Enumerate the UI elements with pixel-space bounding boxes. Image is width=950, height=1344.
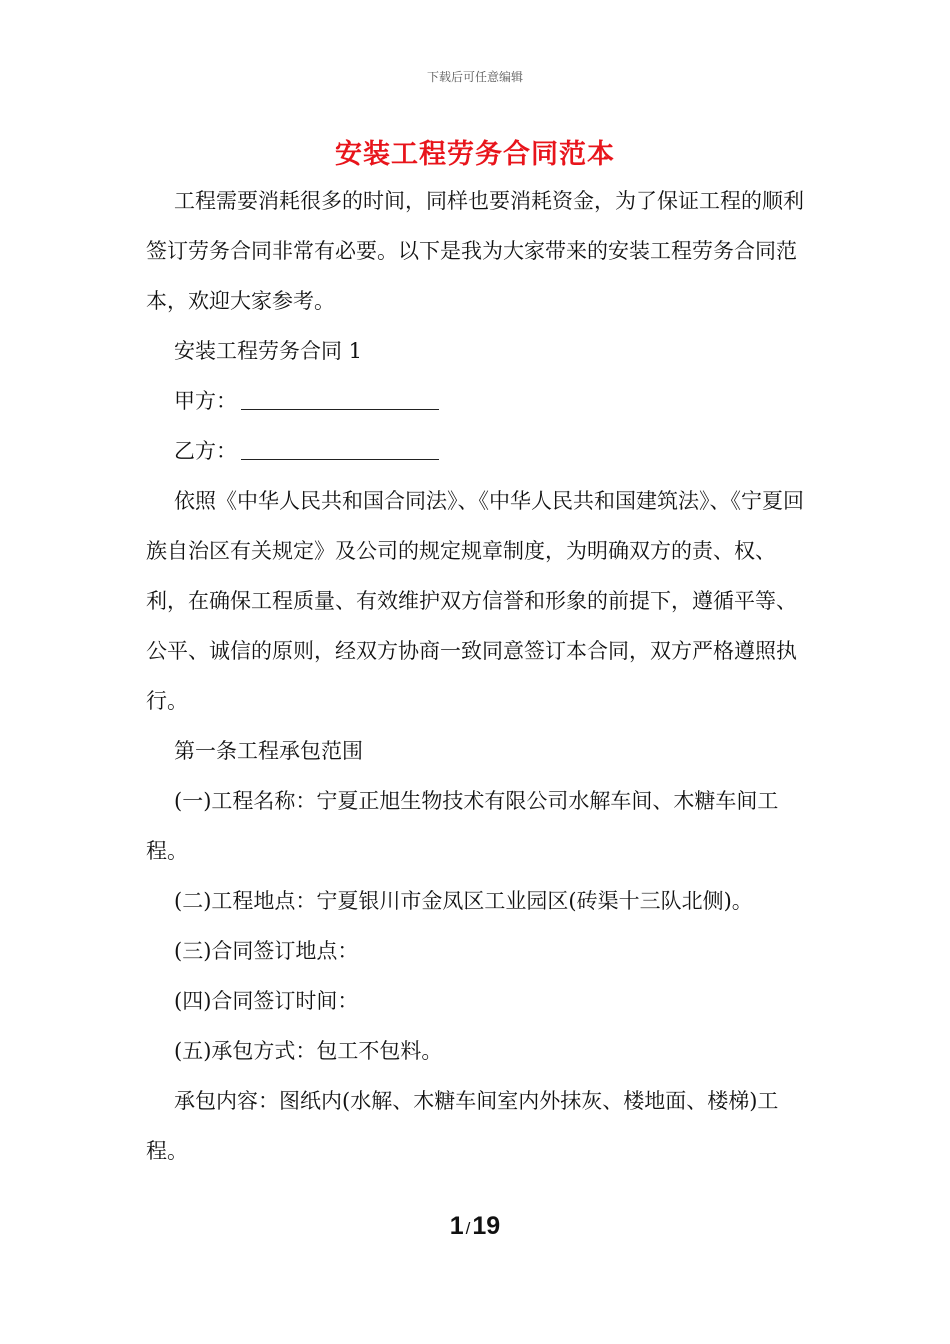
document-body <box>146 176 806 1176</box>
article-1-heading: 第一条工程承包范围 <box>174 739 363 763</box>
party-b-blank <box>241 439 439 460</box>
basis-paragraph: 依照《中华人民共和国合同法》、《中华人民共和国建筑法》、《宁夏回族自治区有关规定》及公司的规定规章制度，为明确双方的责、权、利，在确保工程质量、有效维护双方信誉和形象的前提下，遵循平等、公平、诚信的原则，经双方协商一致同意签订本合同，双方严格遵照执行。 <box>146 489 804 713</box>
item-project-name: (一)工程名称：宁夏正旭生物技术有限公司水解车间、木糖车间工程。 <box>146 789 779 863</box>
party-b-line <box>146 426 806 476</box>
item-signing-time: (四)合同签订时间： <box>174 989 359 1013</box>
item-contract-method: (五)承包方式：包工不包料。 <box>174 1039 443 1063</box>
current-page: 1 <box>449 1212 464 1240</box>
item-project-location: (二)工程地点：宁夏银川市金凤区工业园区(砖渠十三队北侧)。 <box>174 889 753 913</box>
party-a-line <box>146 376 806 426</box>
contract-heading: 安装工程劳务合同 1 <box>174 339 363 363</box>
party-a-label: 甲方： <box>174 389 237 413</box>
page-number <box>0 1212 950 1241</box>
intro-paragraph: 工程需要消耗很多的时间，同样也要消耗资金，为了保证工程的顺利签订劳务合同非常有必要。以下是我为大家带来的安装工程劳务合同范本，欢迎大家参考。 <box>146 189 804 313</box>
total-pages: 19 <box>472 1212 501 1240</box>
document-title: 安装工程劳务合同范本 <box>335 139 615 170</box>
party-b-label: 乙方： <box>174 439 237 463</box>
scope-content: 承包内容：图纸内(水解、木糖车间室内外抹灰、楼地面、楼梯)工程。 <box>146 1089 779 1163</box>
party-a-blank <box>241 389 439 410</box>
page-header-note: 下载后可任意编辑 <box>426 70 523 84</box>
item-signing-place: (三)合同签订地点： <box>174 939 359 963</box>
page-separator: / <box>465 1219 471 1238</box>
